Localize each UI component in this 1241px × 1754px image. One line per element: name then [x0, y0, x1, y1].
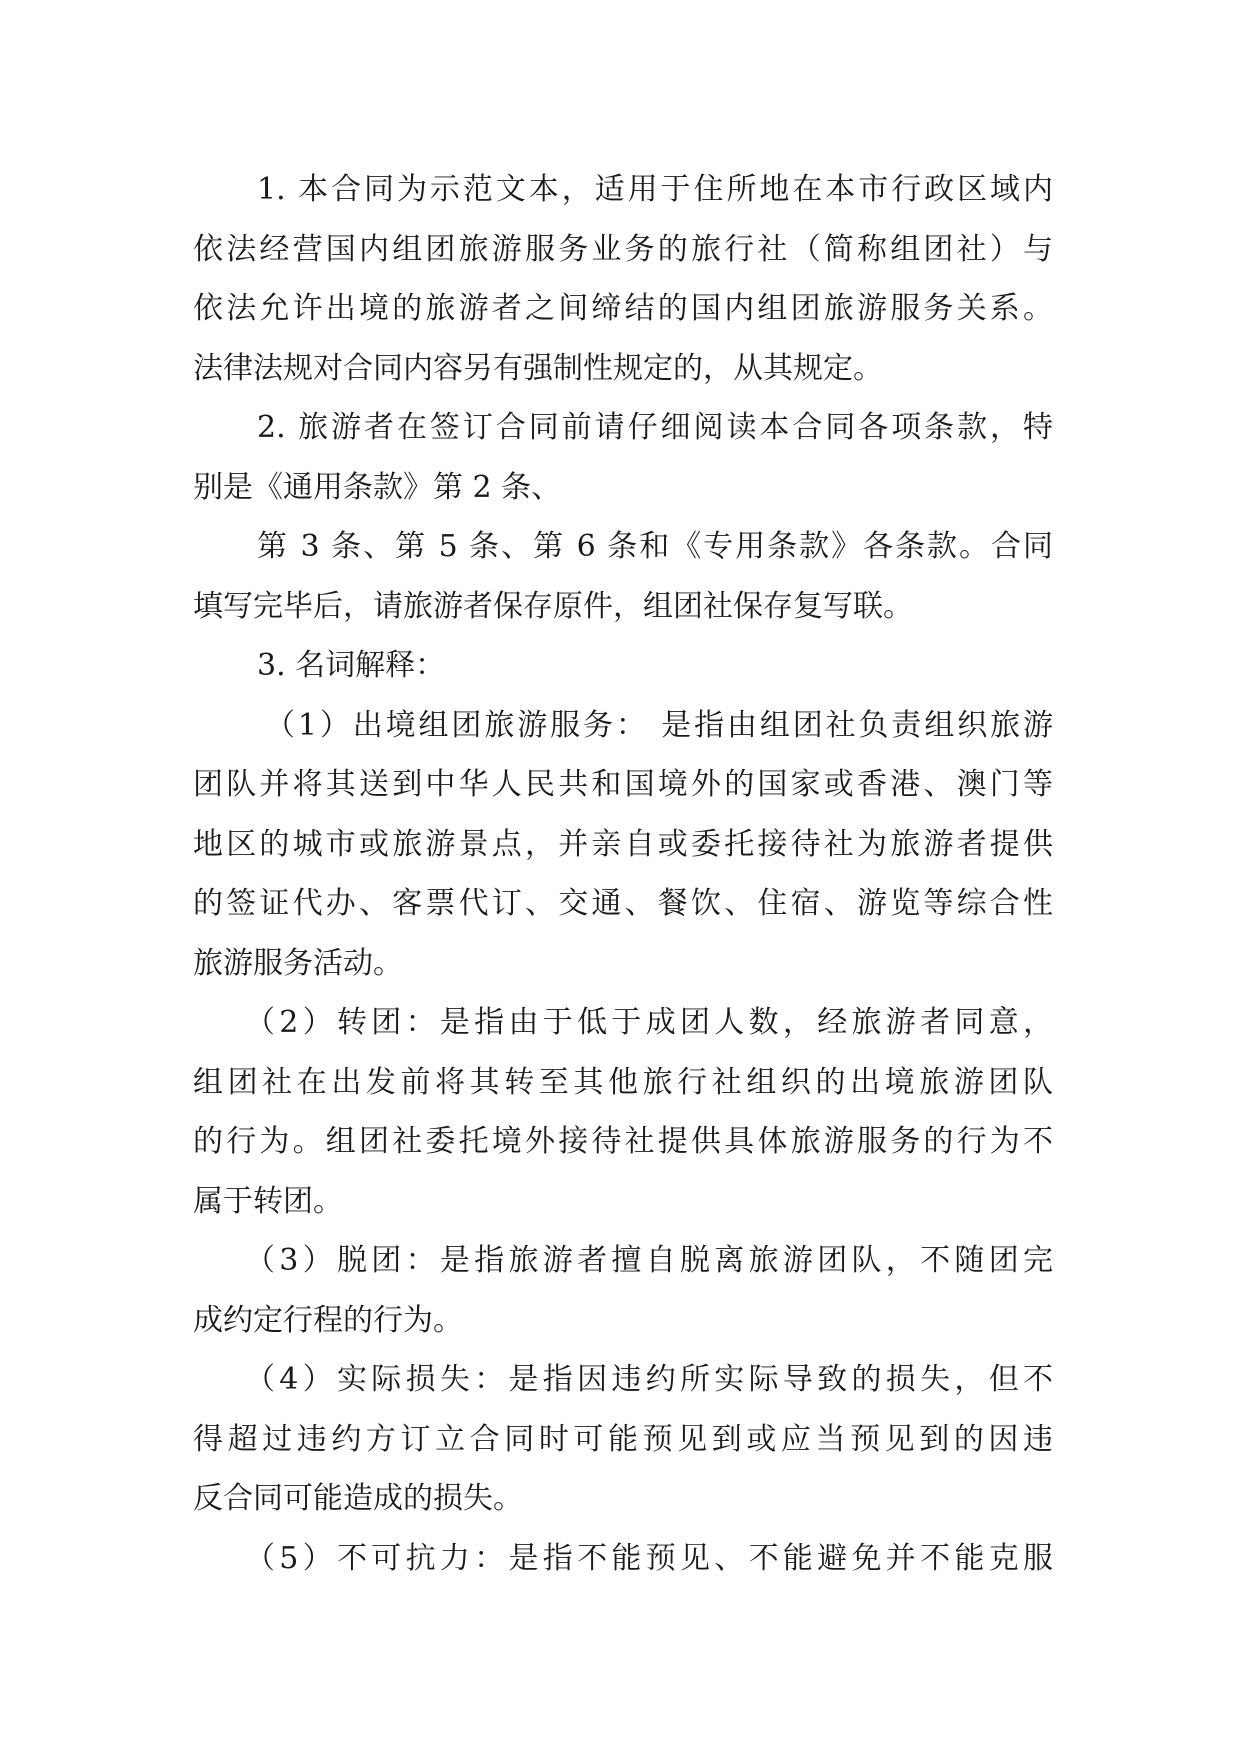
- text-line: 组团社在出发前将其转至其他旅行社组织的出境旅游团队: [193, 1064, 1053, 1100]
- text-line: 3. 名词解释：: [257, 648, 446, 683]
- text-line: 团队并将其送到中华人民共和国境外的国家或香港、澳门等: [193, 767, 1053, 802]
- text-line: 反合同可能造成的损失。: [193, 1481, 523, 1516]
- text-line: 的签证代办、客票代订、交通、餐饮、住宿、游览等综合性: [193, 886, 1053, 921]
- text-line: （4）实际损失：是指因违约所实际导致的损失，但不: [245, 1362, 1053, 1397]
- text-line: 填写完毕后，请旅游者保存原件，组团社保存复写联。: [193, 588, 913, 624]
- document-body: [193, 160, 1053, 1588]
- text-line: 属于转团。: [193, 1183, 343, 1219]
- text-line: 1. 本合同为示范文本，适用于住所地在本市行政区域内: [257, 172, 1053, 207]
- text-line: （1）出境组团旅游服务： 是指由组团社负责组织旅游: [265, 707, 1053, 743]
- text-line: 的行为。组团社委托境外接待社提供具体旅游服务的行为不: [193, 1124, 1053, 1159]
- text-line: （5）不可抗力：是指不能预见、不能避免并不能克服: [245, 1540, 1053, 1576]
- text-line: 地区的城市或旅游景点，并亲自或委托接待社为旅游者提供: [193, 826, 1053, 862]
- text-line: （3）脱团：是指旅游者擅自脱离旅游团队，不随团完: [245, 1243, 1053, 1278]
- text-line: 依法允许出境的旅游者之间缔结的国内组团旅游服务关系。: [193, 291, 1053, 326]
- text-line: 法律法规对合同内容另有强制性规定的，从其规定。: [193, 350, 883, 386]
- text-line: 旅游服务活动。: [193, 945, 403, 981]
- text-line: 第 3 条、第 5 条、第 6 条和《专用条款》各条款。合同: [257, 529, 1053, 564]
- text-line: 依法经营国内组团旅游服务业务的旅行社（简称组团社）与: [193, 231, 1053, 267]
- text-line: 别是《通用条款》第 2 条、: [193, 469, 562, 505]
- text-line: 得超过违约方订立合同时可能预见到或应当预见到的因违: [193, 1421, 1053, 1457]
- text-line: 2. 旅游者在签订合同前请仔细阅读本合同各项条款，特: [257, 410, 1053, 445]
- text-line: （2）转团：是指由于低于成团人数，经旅游者同意，: [245, 1005, 1053, 1040]
- text-line: 成约定行程的行为。: [193, 1302, 463, 1338]
